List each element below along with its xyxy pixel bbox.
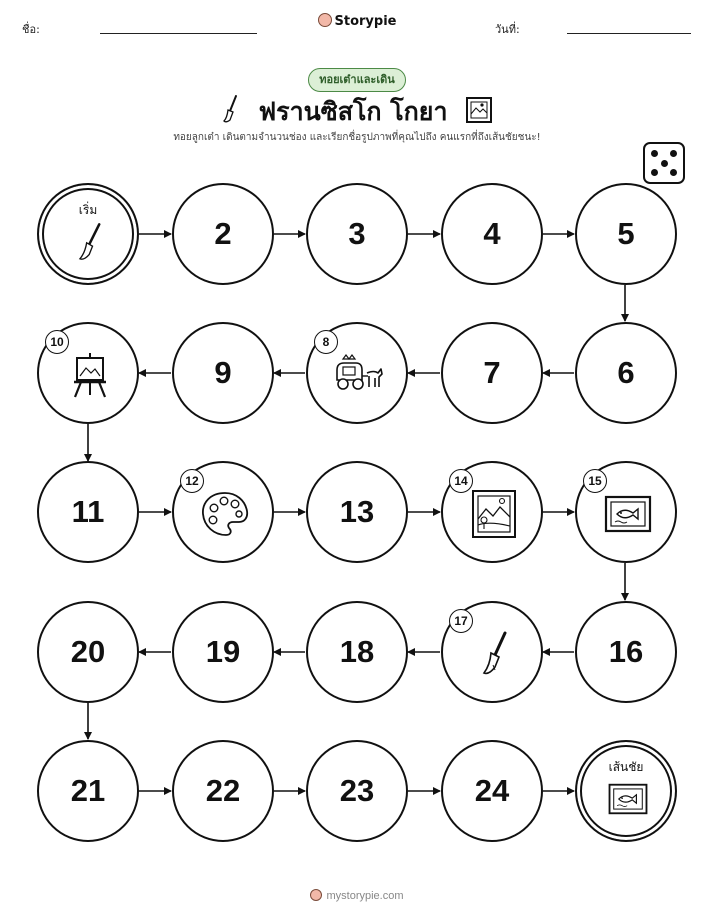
carriage-icon (334, 350, 384, 400)
cell-number: 18 (339, 634, 375, 669)
cell-19 (172, 601, 274, 703)
cell-number: 11 (71, 494, 105, 529)
cell-20 (37, 601, 139, 703)
easel-icon (65, 350, 115, 400)
cell-15 (575, 461, 677, 563)
name-label: ชื่อ: (22, 23, 40, 36)
cell-number-badge: 8 (314, 330, 338, 354)
cell-16 (575, 601, 677, 703)
cell-14 (441, 461, 543, 563)
cell-number-badge: 12 (180, 469, 204, 493)
cell-10 (37, 322, 139, 424)
footer-url[interactable]: mystorypie.com (326, 890, 404, 902)
cell-7 (441, 322, 543, 424)
cell-8 (306, 322, 408, 424)
cell-6 (575, 322, 677, 424)
cell-9 (172, 322, 274, 424)
fish-painting-icon (603, 489, 653, 539)
cell-start (37, 183, 139, 285)
cell-number: 22 (205, 773, 241, 808)
cell-22 (172, 740, 274, 842)
paintbrush-icon (469, 629, 519, 679)
cell-2 (172, 183, 274, 285)
cell-number-badge: 15 (583, 469, 607, 493)
brand-name: Storypie (334, 14, 397, 29)
cell-number: 24 (474, 773, 510, 808)
cell-number: 23 (339, 773, 375, 808)
footer (0, 889, 714, 902)
date-label: วันที่: (495, 23, 520, 36)
cell-4 (441, 183, 543, 285)
cell-number-badge: 17 (449, 609, 473, 633)
cell-number: 20 (70, 634, 106, 669)
finish-label: เส้นชัย (608, 760, 644, 774)
game-type-tag: ทอยเต๋าและเดิน (308, 68, 406, 92)
cell-24 (441, 740, 543, 842)
landscape-painting-icon (469, 489, 519, 539)
cell-number: 3 (348, 216, 366, 251)
cell-number: 2 (214, 216, 232, 251)
cell-12 (172, 461, 274, 563)
palette-icon (200, 489, 250, 539)
cell-13 (306, 461, 408, 563)
cell-number-badge: 14 (449, 469, 473, 493)
paintbrush-icon (69, 221, 111, 263)
cell-18 (306, 601, 408, 703)
cell-3 (306, 183, 408, 285)
start-label: เริ่ม (78, 203, 98, 217)
cell-finish (575, 740, 677, 842)
cell-21 (37, 740, 139, 842)
instructions: ทอยลูกเต๋า เดินตามจำนวนช่อง และเรียกชื่อรูปภาพที่คุณไปถึง คนแรกที่ถึงเส้นชัยชนะ! (173, 132, 541, 143)
cell-17 (441, 601, 543, 703)
cell-number: 4 (483, 216, 501, 251)
storypie-logo-icon (310, 889, 322, 901)
cell-number: 5 (617, 216, 635, 251)
cell-number: 7 (483, 355, 501, 390)
cell-number: 6 (617, 355, 635, 390)
cell-number: 9 (214, 355, 232, 390)
title-text: ฟรานซิสโก โกยา (258, 97, 448, 126)
cell-number-badge: 10 (45, 330, 69, 354)
fish-painting-icon (607, 778, 649, 820)
cell-number: 19 (205, 634, 241, 669)
cell-5 (575, 183, 677, 285)
cell-11 (37, 461, 139, 563)
cell-number: 13 (339, 494, 375, 529)
cell-number: 21 (70, 773, 106, 808)
cell-number: 16 (608, 634, 644, 669)
cell-23 (306, 740, 408, 842)
